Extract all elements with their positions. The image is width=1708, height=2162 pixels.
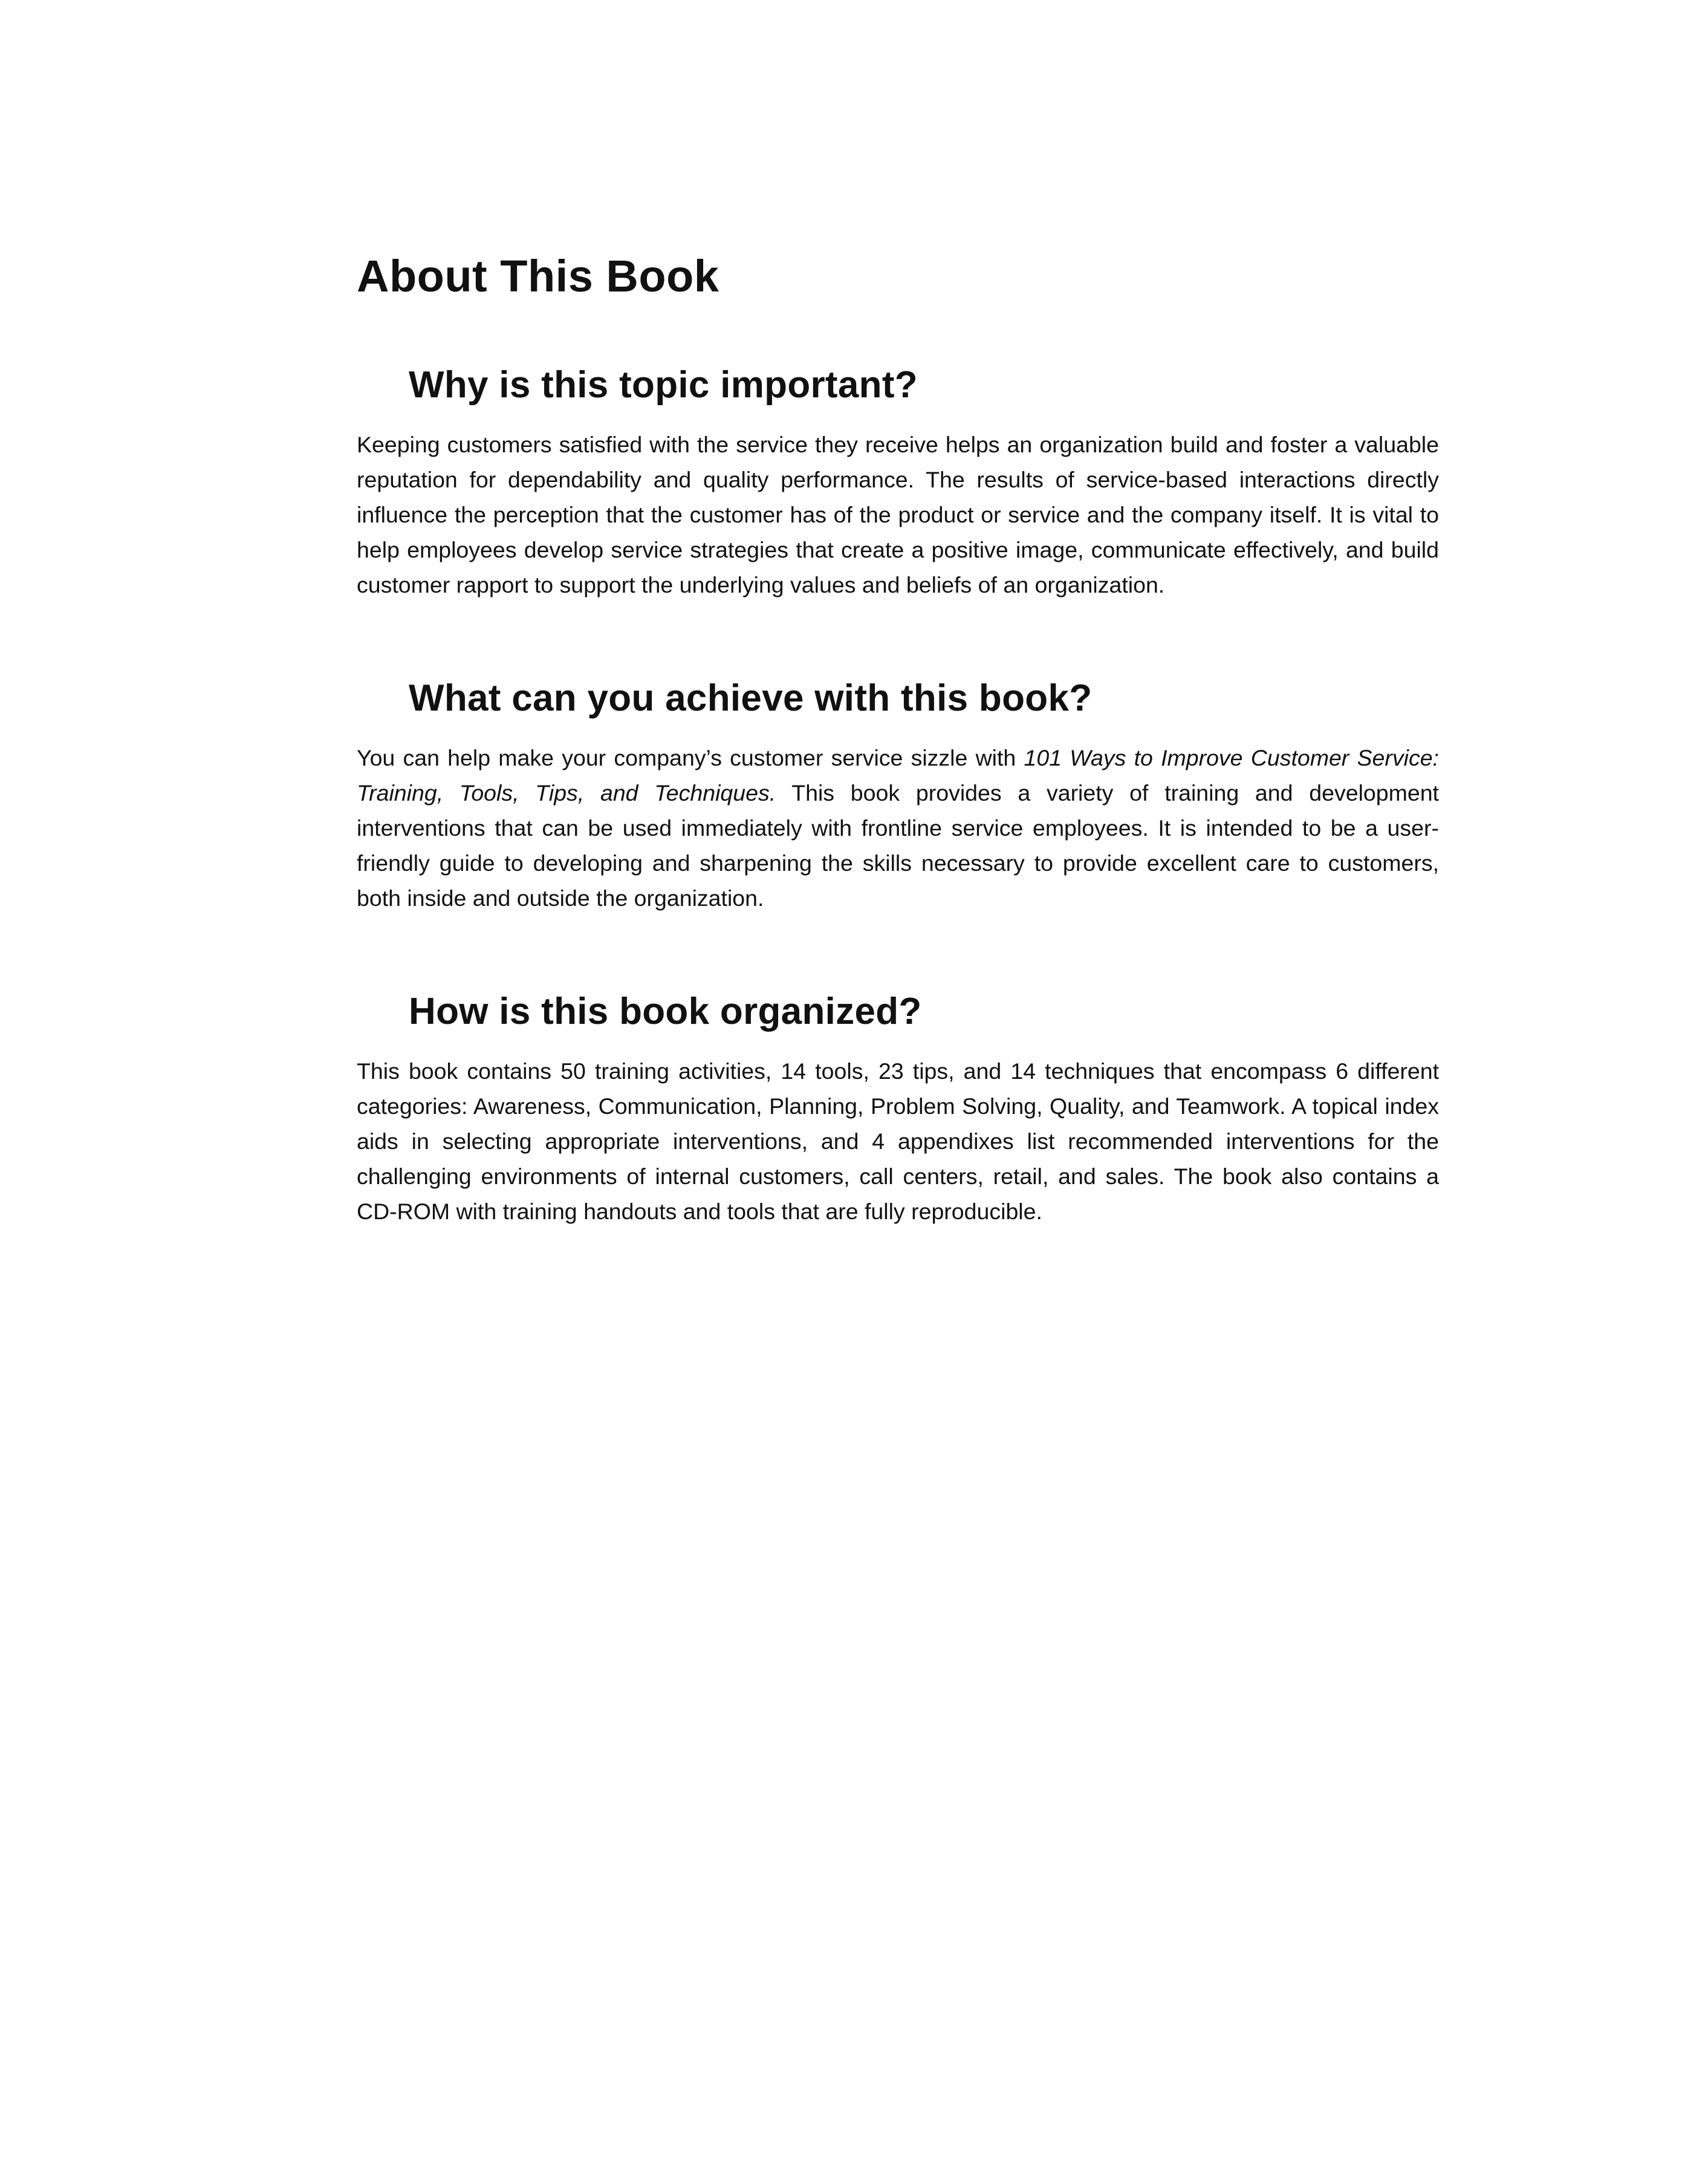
section-paragraph: Keeping customers satisfied with the service they receive helps an organization build and foster a valuable reputation for dependability and quality performance. The results of service-based interactions directly influence the perception that the customer has of the product or service and the company itself. It is vital to help employees develop service strategies that create a positive image, communicate effectively, and build customer rapport to support the underlying values and beliefs of an organization. — [357, 432, 1439, 597]
section-paragraph — [357, 740, 1439, 916]
section-why-important — [357, 366, 1439, 602]
section-paragraph: This book contains 50 training activities, 14 tools, 23 tips, and 14 techniques that encompass 6 different categories: Awareness, Communication, Planning, Problem Solving, Quality, and Teamwork. A topical index aids in selecting appropriate interventions, and 4 appendixes list recommended interventions for the challenging environments of internal customers, call centers, retail, and sales. The book also contains a CD-ROM with training handouts and tools that are fully reproducible. — [357, 1058, 1439, 1224]
page-content — [357, 251, 1439, 1229]
page-title: About This Book — [357, 251, 719, 301]
section-how-organized — [357, 993, 1439, 1229]
book-title: 101 Ways to Improve Customer Service: Training, Tools, Tips, and Techniques. — [357, 745, 1439, 806]
section-heading: What can you achieve with this book? — [409, 677, 1093, 719]
section-heading: Why is this topic important? — [409, 364, 918, 406]
section-what-achieve — [357, 677, 1439, 916]
paragraph-text-before: You can help make your company’s customer service sizzle with — [357, 745, 1024, 770]
paragraph-text-after: This book provides a variety of training and development interventions that can be used immediately with frontline service employees. It is intended to be a user-friendly guide to developing and sharpening the skills necessary to provide excellent care to customers, both inside and outside the organization. — [357, 780, 1439, 911]
section-heading: How is this book organized? — [409, 991, 922, 1032]
